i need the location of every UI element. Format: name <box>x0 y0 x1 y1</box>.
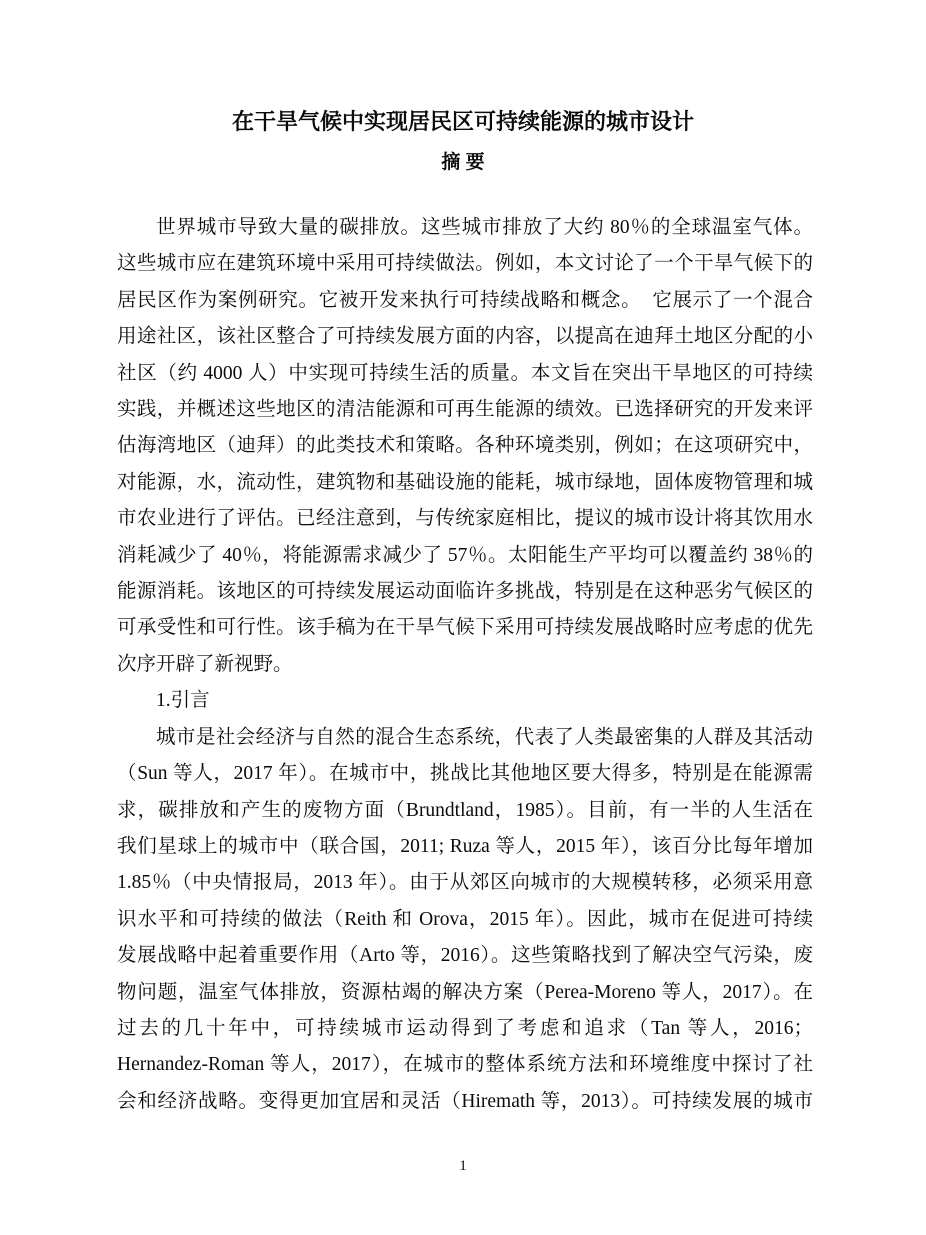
section-1-heading: 1.引言 <box>156 690 210 712</box>
text-line: 居民区作为案例研究。它被开发来执行可持续战略和概念。 它展示了一个混合 <box>117 289 813 311</box>
text-line: 市农业进行了评估。已经注意到，与传统家庭相比，提议的城市设计将其饮用水 <box>117 508 813 530</box>
abstract-heading: 摘 要 <box>441 152 485 173</box>
text-line: 世界城市导致大量的碳排放。这些城市排放了大约 80％的全球温室气体。 <box>156 217 813 238</box>
text-line: 会和经济战略。变得更加宜居和灵活（Hiremath 等，2013）。可持续发展的城市 <box>117 1090 813 1112</box>
document-body <box>117 210 813 1120</box>
text-line: 1.85％（中央情报局，2013 年）。由于从郊区向城市的大规模转移，必须采用意 <box>117 872 813 894</box>
text-line: 物问题，温室气体排放，资源枯竭的解决方案（Perea-Moreno 等人，2017）。在 <box>117 981 813 1003</box>
text-line: 实践，并概述这些地区的清洁能源和可再生能源的绩效。已选择研究的开发来评 <box>117 399 813 421</box>
document-title: 在干旱气候中实现居民区可持续能源的城市设计 <box>231 109 694 134</box>
abstract-paragraph <box>117 210 813 683</box>
text-line: 估海湾地区（迪拜）的此类技术和策略。各种环境类别，例如；在这项研究中， <box>117 435 813 457</box>
text-line: 能源消耗。该地区的可持续发展运动面临许多挑战，特别是在这种恶劣气候区的 <box>117 581 813 603</box>
text-line: 次序开辟了新视野。 <box>117 653 293 675</box>
text-line: 这些城市应在建筑环境中采用可持续做法。例如，本文讨论了一个干旱气候下的 <box>117 253 813 275</box>
text-line: 城市是社会经济与自然的混合生态系统，代表了人类最密集的人群及其活动 <box>156 726 813 748</box>
page-number: 1 <box>459 1158 467 1174</box>
text-line: 求，碳排放和产生的废物方面（Brundtland，1985）。目前，有一半的人生活在 <box>117 799 813 821</box>
text-line: 识水平和可持续的做法（Reith 和 Orova，2015 年）。因此，城市在促进可持续 <box>117 908 813 930</box>
text-line: 消耗减少了 40％，将能源需求减少了 57％。太阳能生产平均可以覆盖约 38％的 <box>117 544 813 566</box>
introduction-paragraph <box>117 720 813 1120</box>
text-line: 我们星球上的城市中（联合国，2011; Ruza 等人，2015 年），该百分比每年增加 <box>117 835 813 857</box>
text-line: 可承受性和可行性。该手稿为在干旱气候下采用可持续发展战略时应考虑的优先 <box>117 617 813 639</box>
text-line: （Sun 等人，2017 年）。在城市中，挑战比其他地区要大得多，特别是在能源需 <box>117 763 813 785</box>
text-line: 发展战略中起着重要作用（Arto 等，2016）。这些策略找到了解决空气污染，废 <box>117 945 813 967</box>
text-line: 对能源，水，流动性，建筑物和基础设施的能耗，城市绿地，固体废物管理和城 <box>117 471 813 493</box>
text-line: 过去的几十年中，可持续城市运动得到了考虑和追求（Tan 等人，2016； <box>117 1017 813 1039</box>
text-line: 社区（约 4000 人）中实现可持续生活的质量。本文旨在突出干旱地区的可持续 <box>117 362 813 384</box>
text-line: 用途社区，该社区整合了可持续发展方面的内容，以提高在迪拜土地区分配的小 <box>117 326 813 348</box>
text-line: Hernandez-Roman 等人，2017），在城市的整体系统方法和环境维度中探讨了社 <box>117 1054 813 1076</box>
